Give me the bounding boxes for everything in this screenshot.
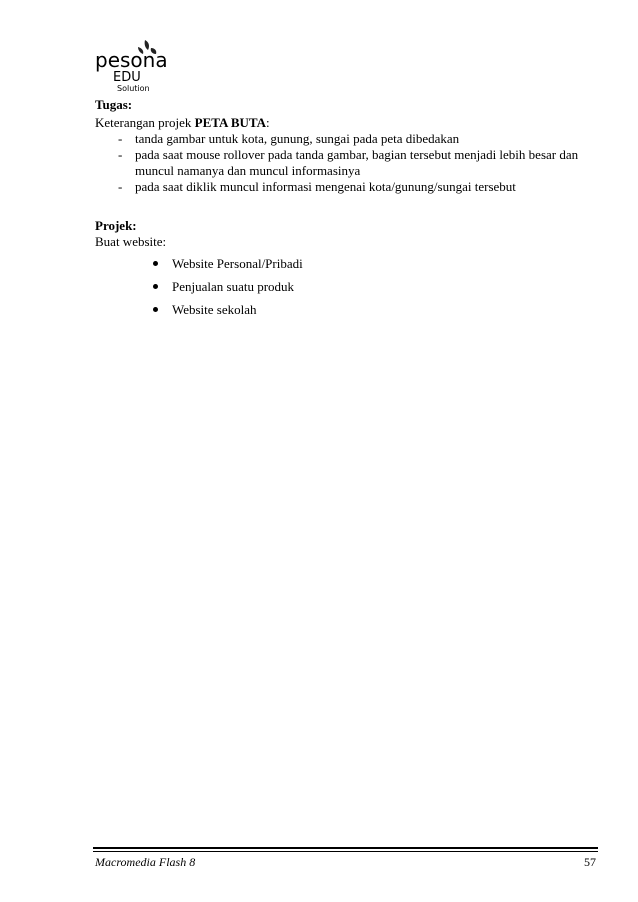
keterangan-prefix: Keterangan projek (95, 115, 195, 130)
list-item-text: Penjualan suatu produk (172, 279, 295, 294)
logo-solution: Solution (117, 84, 150, 93)
list-item-text: tanda gambar untuk kota, gunung, sungai pada peta dibedakan (135, 131, 460, 146)
list-item (95, 131, 595, 147)
footer-divider-thin (93, 851, 598, 852)
keterangan-line (95, 115, 270, 131)
dash-bullet: - (118, 179, 123, 194)
bullet-dot-icon (153, 284, 158, 289)
list-item-text: Website sekolah (172, 302, 257, 317)
tugas-list (95, 131, 595, 195)
list-item (95, 179, 595, 195)
logo-edu: EDU (113, 70, 141, 85)
list-item (95, 302, 303, 318)
dash-bullet: - (118, 131, 123, 146)
keterangan-suffix: : (266, 115, 270, 130)
bullet-dot-icon (153, 307, 158, 312)
footer-title: Macromedia Flash 8 (95, 855, 196, 869)
projek-heading: Projek: (95, 218, 137, 233)
website-list (95, 256, 303, 325)
pesona-edu-logo (93, 38, 173, 94)
footer-divider (93, 847, 598, 849)
bullet-dot-icon (153, 261, 158, 266)
list-item-text: Website Personal/Pribadi (172, 256, 303, 271)
buat-website-line: Buat website: (95, 234, 167, 249)
list-item-text: pada saat mouse rollover pada tanda gambar, bagian tersebut menjadi lebih besar dan muncul namanya dan muncul informasinya (135, 147, 579, 178)
page-number: 57 (584, 855, 596, 869)
dash-bullet: - (118, 147, 123, 162)
list-item (95, 147, 595, 179)
list-item-text: pada saat diklik muncul informasi mengenai kota/gunung/sungai tersebut (135, 179, 516, 194)
logo-wordmark: pesona (95, 48, 168, 72)
tugas-heading: Tugas: (95, 97, 133, 112)
list-item (95, 279, 303, 295)
list-item (95, 256, 303, 272)
project-name: PETA BUTA (194, 115, 267, 130)
